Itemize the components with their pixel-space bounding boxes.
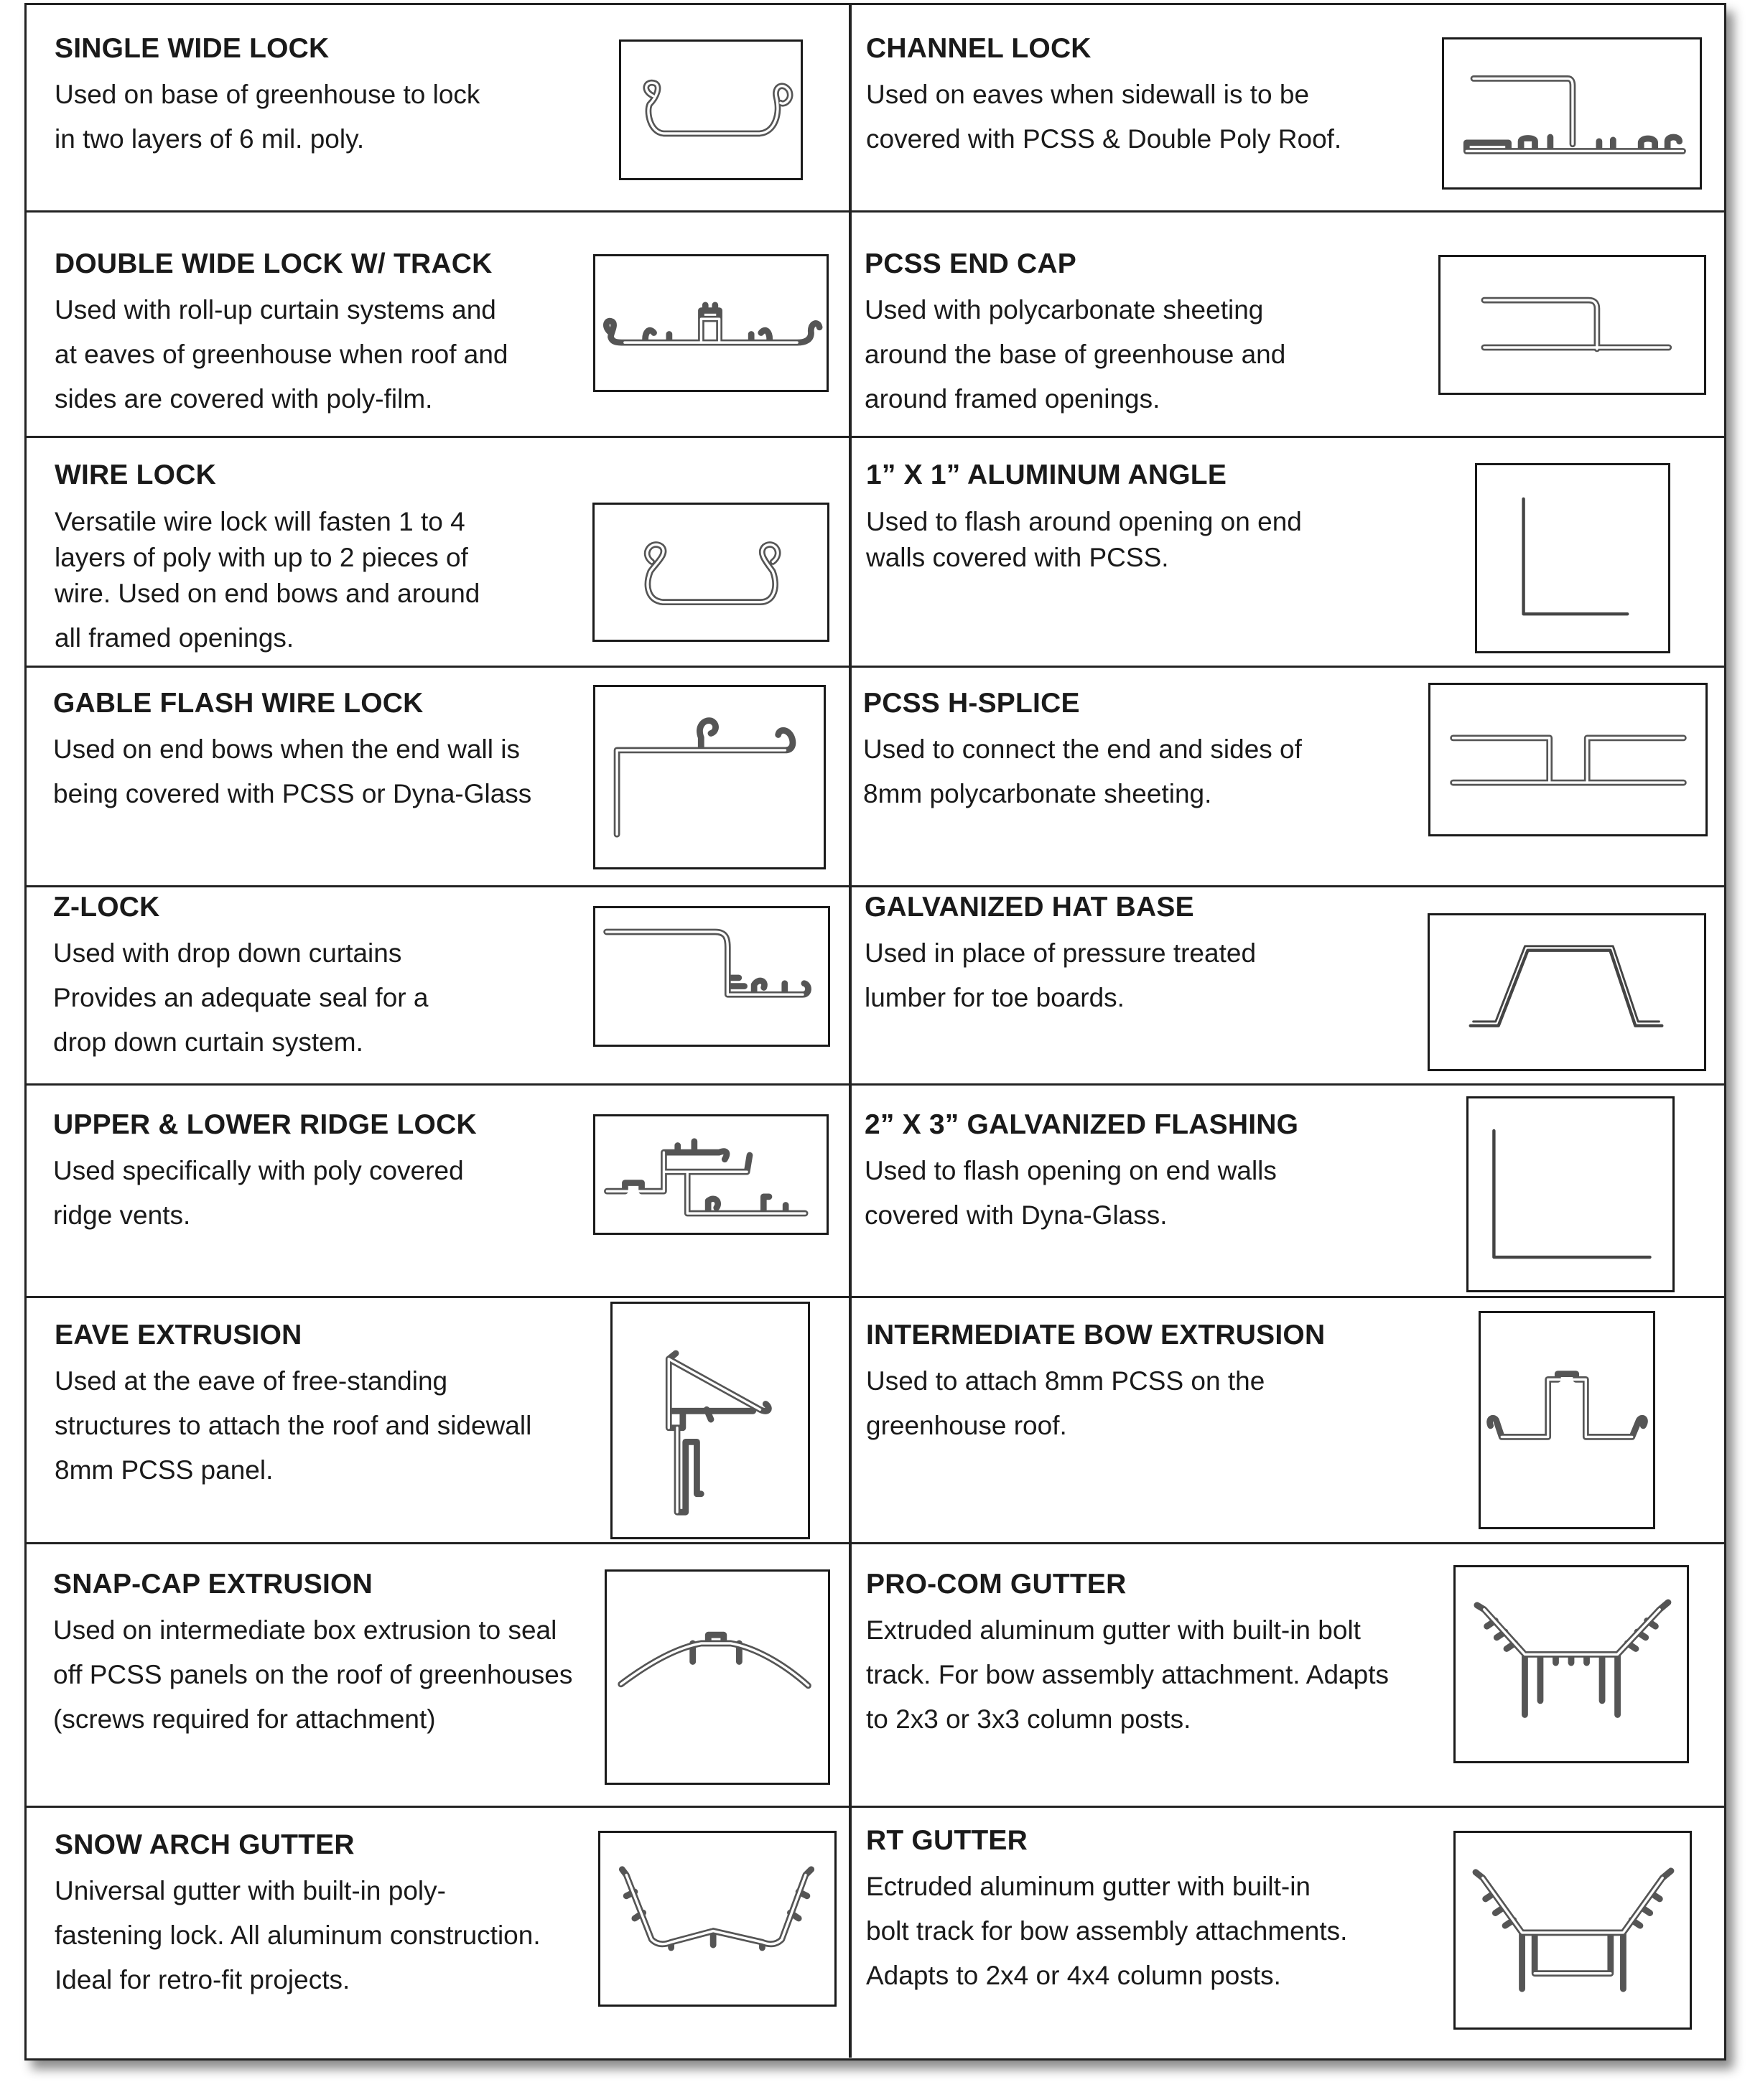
item-description: Versatile wire lock will fasten 1 to 4 layers of poly with up to 2 pieces of wire. Used on end bows and around all framed openings. xyxy=(55,507,480,653)
intermediate-bow-figure xyxy=(1479,1311,1655,1529)
item-title: 1” X 1” ALUMINUM ANGLE xyxy=(866,459,1227,490)
rt-gutter-figure xyxy=(1453,1831,1692,2030)
ridge-lock-figure xyxy=(593,1114,829,1235)
pcss-end-cap-profile-icon xyxy=(1441,257,1704,393)
item-description: Universal gutter with built-in poly- fastening lock. All aluminum construction. Ideal for retro-fit projects. xyxy=(55,1876,541,1994)
column-divider xyxy=(849,3,852,2058)
item-title: GABLE FLASH WIRE LOCK xyxy=(53,688,424,719)
snap-cap-figure xyxy=(605,1569,830,1785)
item-title: UPPER & LOWER RIDGE LOCK xyxy=(53,1109,477,1140)
aluminum-angle-profile-icon xyxy=(1477,465,1668,651)
single-wide-lock-profile-icon xyxy=(621,42,801,178)
snap-cap-profile-icon xyxy=(607,1572,828,1783)
item-description: Ectruded aluminum gutter with built-in bolt track for bow assembly attachments. Adapts to 2x4 or 4x4 column posts. xyxy=(866,1872,1348,1990)
item-description: Used to attach 8mm PCSS on the greenhouse roof. xyxy=(866,1366,1265,1440)
item-title: RT GUTTER xyxy=(866,1825,1028,1856)
z-lock-profile-icon xyxy=(595,908,828,1045)
ridge-lock-profile-icon xyxy=(595,1116,827,1233)
item-title: Z-LOCK xyxy=(53,892,160,923)
eave-extrusion-profile-icon xyxy=(613,1304,808,1537)
channel-lock-profile-icon xyxy=(1444,39,1700,187)
h-splice-profile-icon xyxy=(1430,685,1705,834)
row-divider xyxy=(24,1083,1726,1086)
channel-lock-figure xyxy=(1442,37,1702,190)
row-divider xyxy=(24,436,1726,438)
item-title: EAVE EXTRUSION xyxy=(55,1320,302,1350)
hat-base-profile-icon xyxy=(1430,915,1704,1069)
row-divider xyxy=(24,885,1726,887)
item-title: GALVANIZED HAT BASE xyxy=(865,892,1194,923)
gable-flash-figure xyxy=(593,685,826,869)
galvanized-flashing-figure xyxy=(1466,1096,1675,1292)
galvanized-flashing-profile-icon xyxy=(1469,1098,1672,1290)
z-lock-figure xyxy=(593,906,830,1047)
item-description: Used with roll-up curtain systems and at eaves of greenhouse when roof and sides are covered with poly-film. xyxy=(55,295,508,414)
item-title: INTERMEDIATE BOW EXTRUSION xyxy=(866,1320,1326,1350)
item-title: PRO-COM GUTTER xyxy=(866,1569,1127,1600)
item-title: SNOW ARCH GUTTER xyxy=(55,1829,355,1860)
single-wide-lock-figure xyxy=(619,39,803,180)
item-title: PCSS H-SPLICE xyxy=(863,688,1080,719)
item-description: Used to connect the end and sides of 8mm polycarbonate sheeting. xyxy=(863,734,1302,808)
snow-arch-gutter-profile-icon xyxy=(600,1833,834,2005)
row-divider xyxy=(24,1296,1726,1298)
item-title: CHANNEL LOCK xyxy=(866,33,1092,64)
intermediate-bow-profile-icon xyxy=(1481,1313,1653,1527)
item-description: Used to flash around opening on end walls covered with PCSS. xyxy=(866,507,1302,572)
item-description: Used with polycarbonate sheeting around the base of greenhouse and around framed openings. xyxy=(865,295,1286,414)
gable-flash-profile-icon xyxy=(595,687,824,867)
item-title: PCSS END CAP xyxy=(865,248,1076,279)
item-description: Used on eaves when sidewall is to be covered with PCSS & Double Poly Roof. xyxy=(866,80,1342,154)
rt-gutter-profile-icon xyxy=(1456,1833,1690,2027)
item-title: 2” X 3” GALVANIZED FLASHING xyxy=(865,1109,1299,1140)
wire-lock-figure xyxy=(592,503,829,642)
item-title: DOUBLE WIDE LOCK W/ TRACK xyxy=(55,248,493,279)
item-description: Used at the eave of free-standing structures to attach the roof and sidewall 8mm PCSS panel. xyxy=(55,1366,532,1485)
item-title: SNAP-CAP EXTRUSION xyxy=(53,1569,373,1600)
row-divider xyxy=(24,1542,1726,1544)
item-description: Used on intermediate box extrusion to seal off PCSS panels on the roof of greenhouses (screws required for attachment) xyxy=(53,1615,573,1734)
eave-extrusion-figure xyxy=(610,1302,810,1539)
row-divider xyxy=(24,1806,1726,1808)
item-description: Extruded aluminum gutter with built-in bolt track. For bow assembly attachment. Adapts to 2x3 or 3x3 column posts. xyxy=(866,1615,1389,1734)
double-wide-lock-profile-icon xyxy=(595,256,827,390)
item-title: WIRE LOCK xyxy=(55,459,216,490)
item-description: Used with drop down curtains Provides an adequate seal for a drop down curtain system. xyxy=(53,938,429,1057)
hat-base-figure xyxy=(1428,913,1706,1071)
double-wide-lock-figure xyxy=(593,254,829,392)
item-description: Used specifically with poly covered ridge vents. xyxy=(53,1156,464,1230)
h-splice-figure xyxy=(1428,683,1708,836)
wire-lock-profile-icon xyxy=(595,505,827,640)
row-divider xyxy=(24,210,1726,213)
item-description: Used on base of greenhouse to lock in two layers of 6 mil. poly. xyxy=(55,80,480,154)
pro-com-gutter-figure xyxy=(1453,1565,1689,1763)
snow-arch-gutter-figure xyxy=(598,1831,837,2007)
item-title: SINGLE WIDE LOCK xyxy=(55,33,330,64)
row-divider xyxy=(24,666,1726,668)
item-description: Used on end bows when the end wall is being covered with PCSS or Dyna-Glass xyxy=(53,734,532,808)
item-description: Used in place of pressure treated lumber for toe boards. xyxy=(865,938,1257,1012)
pcss-end-cap-figure xyxy=(1438,255,1706,395)
pro-com-gutter-profile-icon xyxy=(1456,1567,1687,1761)
item-description: Used to flash opening on end walls covered with Dyna-Glass. xyxy=(865,1156,1277,1230)
aluminum-angle-figure xyxy=(1475,463,1670,653)
